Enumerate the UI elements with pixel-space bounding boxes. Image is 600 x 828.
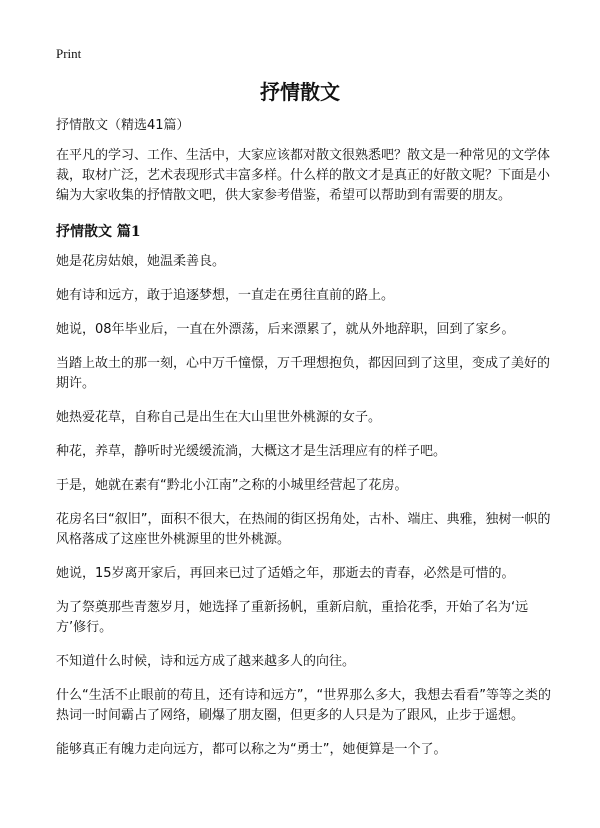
body-paragraph: 什么“生活不止眼前的苟且，还有诗和远方”，“世界那么多大，我想去看看”等等之类的热词一时间霸占了网络，刷爆了朋友圈，但更多的人只是为了跟风，止步于遥想。 <box>56 688 551 723</box>
article-content <box>56 116 552 774</box>
intro-paragraph: 在平凡的学习、工作、生活中，大家应该都对散文很熟悉吧？散文是一种常见的文学体裁，取材广泛，艺术表现形式丰富多样。什么样的散文才是真正的好散文呢？下面是小编为大家收集的抒情散文吧，供大家参考借鉴，希望可以帮助到有需要的朋友。 <box>56 148 551 203</box>
body-paragraph: 她说，15岁离开家后，再回来已过了适婚之年，那逝去的青春，必然是可惜的。 <box>56 566 515 581</box>
page-title: 抒情散文 <box>260 80 340 104</box>
section-heading: 抒情散文 篇1 <box>56 224 141 240</box>
body-paragraph: 不知道什么时候，诗和远方成了越来越多人的向往。 <box>56 654 356 669</box>
body-paragraph: 她说，08年毕业后，一直在外漂荡，后来漂累了，就从外地辞职，回到了家乡。 <box>56 322 515 337</box>
body-paragraph: 能够真正有魄力走向远方，都可以称之为“勇士”，她便算是一个了。 <box>56 742 447 757</box>
body-paragraph: 她有诗和远方，敢于追逐梦想，一直走在勇往直前的路上。 <box>56 288 395 303</box>
print-link[interactable]: Print <box>56 46 82 61</box>
body-paragraph: 为了祭奠那些青葱岁月，她选择了重新扬帆，重新启航，重拾花季，开始了名为‘远方’修行。 <box>56 600 529 635</box>
body-paragraph: 花房名曰“叙旧”，面积不很大，在热闹的街区拐角处，古朴、端庄、典雅，独树一帜的风格落成了这座世外桃源里的世外桃源。 <box>56 512 551 547</box>
body-paragraph: 于是，她就在素有“黔北小江南”之称的小城里经营起了花房。 <box>56 478 408 493</box>
body-paragraph: 她热爱花草，自称自己是出生在大山里世外桃源的女子。 <box>56 410 382 425</box>
body-paragraph: 她是花房姑娘，她温柔善良。 <box>56 254 226 269</box>
body-paragraph: 当踏上故土的那一刻，心中万千憧憬，万千理想抱负，都因回到了这里，变成了美好的期许。 <box>56 356 551 391</box>
body-paragraph: 种花，养草，静听时光缓缓流淌，大概这才是生活理应有的样子吧。 <box>56 444 447 459</box>
article-subtitle: 抒情散文（精选41篇） <box>56 118 190 133</box>
